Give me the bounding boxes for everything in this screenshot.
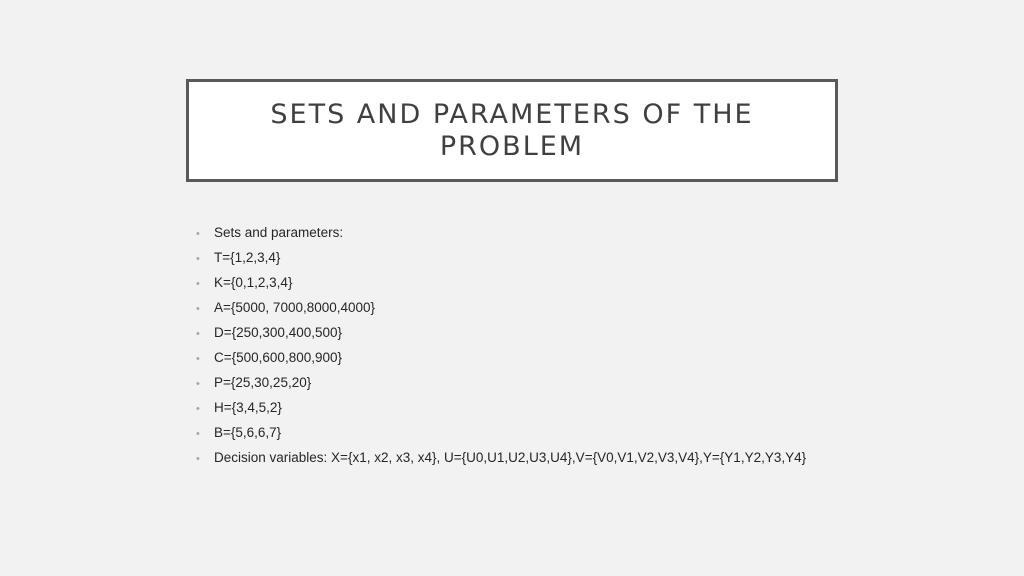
bullet-text: Decision variables: X={x1, x2, x3, x4}, U={U0,U1,U2,U3,U4},V={V0,V1,V2,V3,V4},Y={Y1,Y2,Y3,Y4} bbox=[214, 450, 807, 465]
bullet-icon: • bbox=[196, 403, 200, 415]
bullet-text: P={25,30,25,20} bbox=[214, 375, 312, 390]
bullet-icon: • bbox=[196, 353, 200, 365]
slide-title-line-1: SETS AND PARAMETERS OF THE bbox=[270, 98, 754, 130]
bullet-icon: • bbox=[196, 328, 200, 340]
bullet-text: H={3,4,5,2} bbox=[214, 400, 282, 415]
bullet-item-b bbox=[196, 420, 806, 445]
title-box bbox=[186, 79, 838, 182]
bullet-icon: • bbox=[196, 278, 200, 290]
bullet-text: B={5,6,6,7} bbox=[214, 425, 282, 440]
bullet-icon: • bbox=[196, 303, 200, 315]
bullet-item-t bbox=[196, 245, 806, 270]
slide-title-line-2: PROBLEM bbox=[439, 130, 585, 162]
bullet-item-a bbox=[196, 295, 806, 320]
bullet-list bbox=[196, 220, 806, 470]
bullet-item-c bbox=[196, 345, 806, 370]
bullet-text: T={1,2,3,4} bbox=[214, 250, 281, 265]
bullet-text: C={500,600,800,900} bbox=[214, 350, 342, 365]
bullet-item-h bbox=[196, 395, 806, 420]
slide-title bbox=[270, 99, 753, 163]
bullet-item-decision-variables bbox=[196, 445, 806, 470]
bullet-icon: • bbox=[196, 453, 200, 465]
bullet-item-p bbox=[196, 370, 806, 395]
bullet-item-d bbox=[196, 320, 806, 345]
bullet-icon: • bbox=[196, 253, 200, 265]
bullet-item-k bbox=[196, 270, 806, 295]
bullet-icon: • bbox=[196, 378, 200, 390]
bullet-text: D={250,300,400,500} bbox=[214, 325, 342, 340]
bullet-item-sets-heading bbox=[196, 220, 806, 245]
bullet-icon: • bbox=[196, 428, 200, 440]
bullet-text: Sets and parameters: bbox=[214, 225, 344, 240]
bullet-text: K={0,1,2,3,4} bbox=[214, 275, 293, 290]
bullet-text: A={5000, 7000,8000,4000} bbox=[214, 300, 376, 315]
bullet-icon: • bbox=[196, 228, 200, 240]
